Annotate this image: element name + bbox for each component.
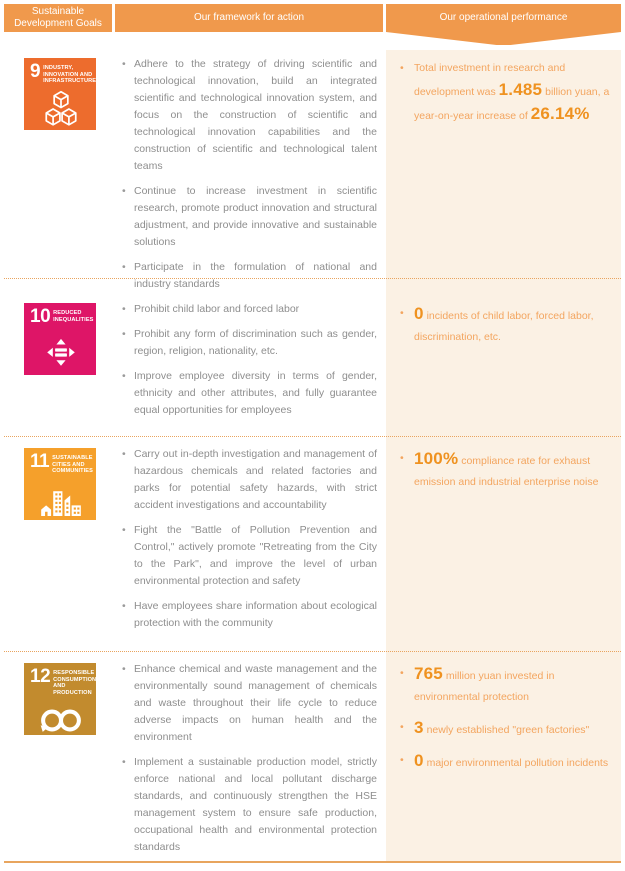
performance-metric-value: 1.485 bbox=[498, 80, 543, 99]
sdg-tile-header bbox=[30, 453, 92, 475]
action-item: • Continue to increase investment in scientific research, promote product innovation and structural adjustment, and provide innovative and sustainable solutions bbox=[121, 183, 377, 251]
sdg-number: 12 bbox=[30, 666, 51, 687]
performance-list bbox=[398, 663, 610, 783]
sdg-tile-header bbox=[30, 666, 97, 696]
sdg-title: SUSTAINABLE CITIES AND COMMUNITIES bbox=[52, 455, 93, 475]
performance-metric-value: 0 bbox=[414, 304, 424, 323]
performance-item bbox=[398, 448, 610, 493]
infinity-icon bbox=[30, 698, 92, 742]
action-item: • Prohibit child labor and forced labor bbox=[121, 301, 377, 318]
performance-metric-value: 100% bbox=[414, 449, 459, 468]
header-framework-column: Our framework for action bbox=[115, 4, 383, 32]
equality-icon bbox=[30, 330, 92, 374]
performance-banner-chevron bbox=[386, 32, 621, 45]
performance-list bbox=[398, 448, 610, 502]
performance-item bbox=[398, 717, 610, 741]
performance-item bbox=[398, 58, 610, 127]
performance-metric-text: major environmental pollution incidents bbox=[423, 757, 609, 769]
performance-metric-text: Total investment in research and development was bbox=[414, 62, 566, 98]
sdg-title: INDUSTRY, INNOVATION AND INFRASTRUCTURE bbox=[43, 65, 97, 85]
action-item: • Adhere to the strategy of driving scientific and technological innovation, build an integrated scientific and technological innovation system, and focus on the construction of scientific and technological innovation capabilities and the construction of scientific and technological talent teams bbox=[121, 56, 377, 175]
sdg-tile bbox=[24, 448, 96, 520]
performance-metric-value: 0 bbox=[414, 751, 424, 770]
header-performance-column: Our operational performance bbox=[386, 4, 621, 32]
sdg-tile bbox=[24, 303, 96, 375]
row-divider bbox=[4, 651, 621, 652]
performance-metric-value: 765 bbox=[414, 664, 443, 683]
sdg-tile-header bbox=[30, 61, 97, 85]
sdg-number: 11 bbox=[30, 451, 50, 472]
sdg-title: REDUCED INEQUALITIES bbox=[53, 310, 94, 323]
performance-metric-text: incidents of child labor, forced labor, discrimination, etc. bbox=[414, 310, 594, 343]
sdg-number: 9 bbox=[30, 61, 41, 82]
performance-item bbox=[398, 663, 610, 708]
performance-item bbox=[398, 303, 610, 348]
performance-list bbox=[398, 58, 610, 136]
header-sdg-column: Sustainable Development Goals bbox=[4, 4, 112, 32]
action-item: • Prohibit any form of discrimination such as gender, region, religion, nationality, etc. bbox=[121, 326, 377, 360]
framework-actions-list bbox=[121, 446, 377, 640]
performance-metric-text: compliance rate for exhaust emission and industrial enterprise noise bbox=[414, 455, 599, 488]
sdg-tile bbox=[24, 58, 96, 130]
action-item: • Improve employee diversity in terms of gender, ethnicity and other attributes, and fully guarantee equal opportunities for employees bbox=[121, 368, 377, 419]
action-item: • Carry out in-depth investigation and management of hazardous chemicals and related factories and parks for potential safety hazards, with strict accident investigations and accountability bbox=[121, 446, 377, 514]
cubes-icon bbox=[30, 87, 92, 131]
action-item: • Enhance chemical and waste management and the environmentally sound management of chemicals and waste throughout their life cycle to reduce adverse impacts on human health and the environment bbox=[121, 661, 377, 746]
action-item: • Participate in the formulation of national and industry standards bbox=[121, 259, 377, 293]
buildings-icon bbox=[30, 477, 92, 521]
table-header bbox=[4, 4, 621, 32]
framework-actions-list bbox=[121, 661, 377, 864]
row-divider bbox=[4, 436, 621, 437]
sdg-tile bbox=[24, 663, 96, 735]
performance-metric-value: 26.14% bbox=[530, 104, 590, 123]
sdg-title: RESPONSIBLE CONSUMPTION AND PRODUCTION bbox=[53, 670, 97, 696]
performance-metric-text: newly established "green factories" bbox=[423, 724, 590, 736]
performance-list bbox=[398, 303, 610, 357]
action-item: • Implement a sustainable production model, strictly enforce national and local pollutant discharge standards, and continuously strengthen the HSE management system to ensure safe production, occupational health and environmental protection standards bbox=[121, 754, 377, 856]
performance-item bbox=[398, 750, 610, 774]
performance-metric-value: 3 bbox=[414, 718, 424, 737]
sdg-number: 10 bbox=[30, 306, 51, 327]
framework-actions-list bbox=[121, 301, 377, 427]
sdg-tile-header bbox=[30, 308, 92, 328]
performance-metric-text: million yuan invested in environmental protection bbox=[414, 670, 555, 703]
action-item: • Have employees share information about ecological protection with the community bbox=[121, 598, 377, 632]
action-item: • Fight the "Battle of Pollution Prevention and Control," actively promote "Retreating from the City to the Park", and improve the level of urban environmental protection and safety bbox=[121, 522, 377, 590]
performance-metric-text: billion yuan, a year-on-year increase of bbox=[414, 86, 610, 122]
framework-actions-list bbox=[121, 56, 377, 301]
